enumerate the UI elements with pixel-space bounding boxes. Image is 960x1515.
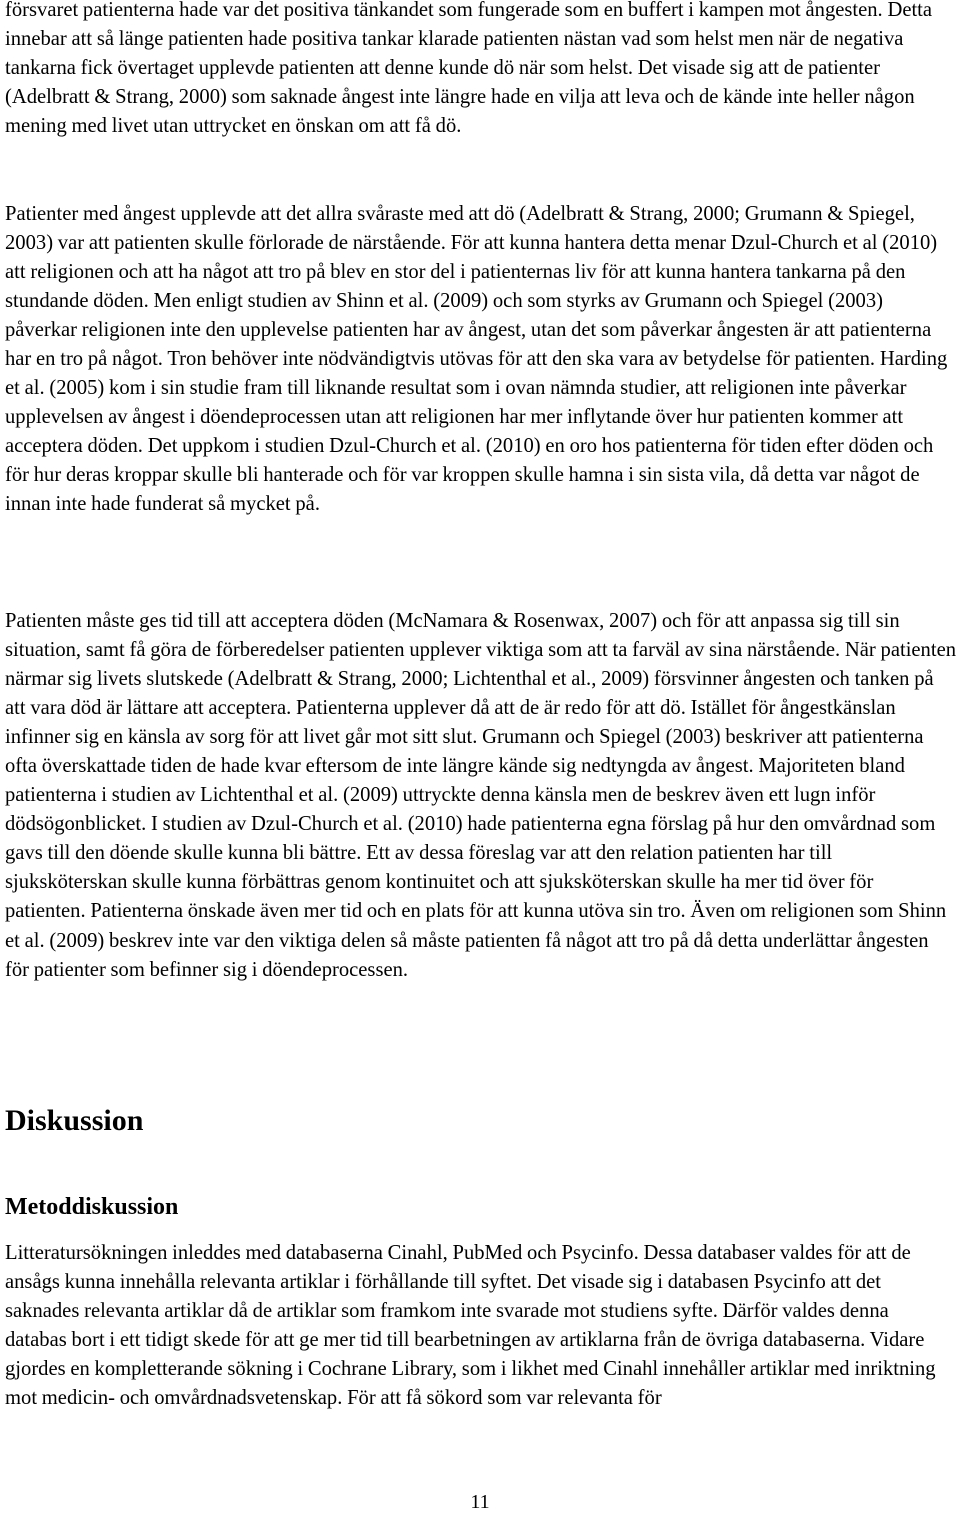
- paragraph-method-discussion: Litteratursökningen inleddes med databaserna Cinahl, PubMed och Psycinfo. Dessa databaser valdes för att de ansågs kunna innehålla relevanta artiklar i förhållande till syftet. Det visade sig i databasen Psycinfo att det saknades relevanta artiklar då de artiklar som framkom inte svarade mot studiens syfte. Därför valdes denna databas bort i ett tidigt skede för att ge mer tid till bearbetningen av artiklarna från de övriga databaserna. Vidare gjordes en kompletterande sökning i Cochrane Library, som i likhet med Cinahl innehåller artiklar med inriktning mot medicin- och omvårdnadsvetenskap. För att få sökord som var relevanta för: [5, 1242, 936, 1410]
- section-heading-diskussion: Diskussion: [5, 1104, 144, 1137]
- page-number: 11: [470, 1491, 490, 1513]
- paragraph-accepting-death: Patienten måste ges tid till att acceptera döden (McNamara & Rosenwax, 2007) och för att anpassa sig till sin situation, samt få göra de förberedelser patienten upplever viktiga som att ta farväl av sina närstående. När patienten närmar sig livets slutskede (Adelbratt & Strang, 2000; Lichtenthal et al., 2009) försvinner ångesten och tanken på att vara död är lättare att acceptera. Patienterna upplever då att de är redo för att dö. Istället för ångestkänslan infinner sig en känsla av sorg för att livet går mot sitt slut. Grumann och Spiegel (2003) beskriver att patienterna ofta överskattade tiden de hade kvar eftersom de inte längre kände sig nedtyngda av ångest. Majoriteten bland patienterna i studien av Lichtenthal et al. (2009) uttryckte denna känsla men de beskrev även ett lugn inför dödsögonblicket. I studien av Dzul-Church et al. (2010) hade patienterna egna förslag på hur den omvårdnad som gavs till den döende skulle kunna bli bättre. Ett av dessa föreslag var att den relation patienten har till sjuksköterskan skulle kunna förbättras genom kontinuitet och att sjuksköterskan skulle ha mer tid över för patienten. Patienterna önskade även mer tid och en plats för att kunna utöva sin tro. Även om religionen som Shinn et al. (2009) beskrev inte var den viktiga delen så måste patienten få något att tro på då detta underlättar ångesten för patienter som befinner sig i döendeprocessen.: [5, 610, 957, 981]
- paragraph-religion-and-faith: Patienter med ångest upplevde att det allra svåraste med att dö (Adelbratt & Strang, 2000; Grumann & Spiegel, 2003) var att patienten skulle förlorade de närstående. För att kunna hantera detta menar Dzul-Church et al (2010) att religionen och att ha något att tro på blev en stor del i patienternas liv för att kunna hantera tankarna på den stundande döden. Men enligt studien av Shinn et al. (2009) och som styrks av Grumann och Spiegel (2003) påverkar religionen inte den upplevelse patienten har av ångest, utan det som påverkar ångesten är att patienterna har en tro på något. Tron behöver inte nödvändigtvis utövas för att den ska vara av betydelse för patienten. Harding et al. (2005) kom i sin studie fram till liknande resultat som i ovan nämnda studier, att religionen inte påverkar upplevelsen av ångest i döendeprocessen utan att religionen har mer inflytande över hur patienten kommer att acceptera döden. Det uppkom i studien Dzul-Church et al. (2010) en oro hos patienterna för tiden efter döden och för hur deras kroppar skulle bli hanterade och för var kroppen skulle hamna i sin sista vila, då detta var något de innan inte hade funderat så mycket på.: [5, 203, 948, 516]
- subsection-heading-metoddiskussion: Metoddiskussion: [5, 1194, 179, 1220]
- paragraph-anxiety-positive-thinking: försvaret patienterna hade var det positiva tänkandet som fungerade som en buffert i kampen mot ångesten. Detta innebar att så länge patienten hade positiva tankar klarade patienten nästan vad som helst men när de negativa tankarna fick övertaget upplevde patienten att denne kunde dö när som helst. Det visade sig att de patienter (Adelbratt & Strang, 2000) som saknade ångest inte längre hade en vilja att leva och de kände inte heller någon mening med livet utan uttrycket en önskan om att få dö.: [5, 0, 933, 138]
